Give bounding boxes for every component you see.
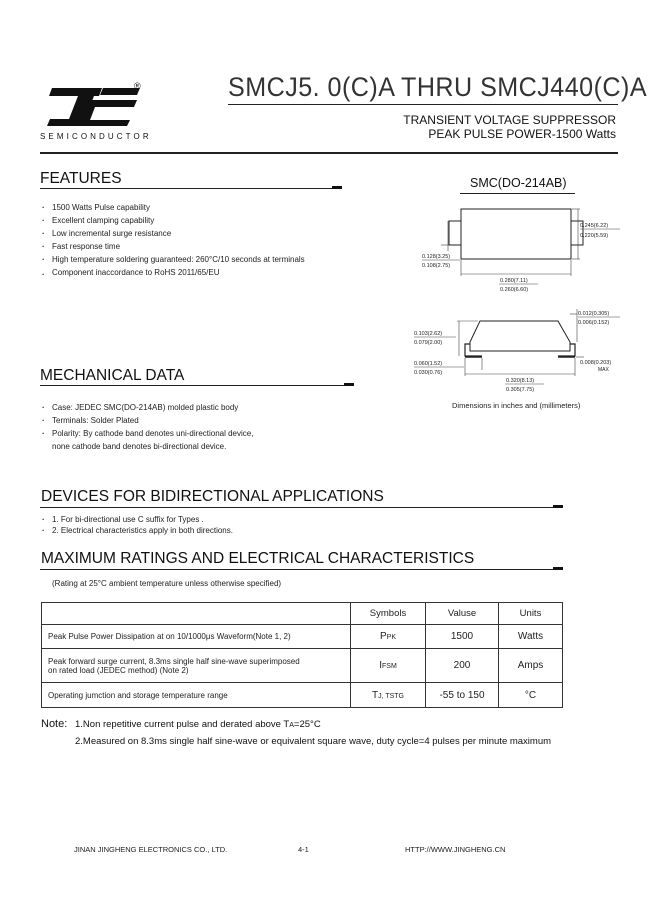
- param-description: [42, 649, 351, 683]
- dim-h-min: 0.079(2.00): [414, 340, 443, 346]
- bidirectional-list: [41, 514, 233, 536]
- table-header-row: [42, 603, 563, 625]
- dim-length-max: 0.280(7.11): [500, 278, 528, 284]
- header-divider: [228, 104, 618, 105]
- features-heading: FEATURES: [40, 170, 122, 187]
- param-value: -55 to 150: [426, 683, 499, 708]
- dim-foot-max: 0.060(1.52): [414, 361, 443, 367]
- package-body: [461, 209, 571, 259]
- list-item: · Excellent clamping capability: [41, 214, 305, 227]
- param-description-text: Peak Pulse Power Dissipation at on 10/1000μs Waveform(Note 1, 2): [48, 632, 291, 641]
- document-title: SMCJ5. 0(C)A THRU SMCJ440(C)A: [228, 72, 648, 102]
- dimensions-note: Dimensions in inches and (millimeters): [452, 401, 581, 410]
- footer-company: JINAN JINGHENG ELECTRONICS CO., LTD.: [74, 845, 228, 854]
- mechanical-list: [41, 401, 253, 453]
- dim-height-min: 0.220(5.59): [580, 233, 609, 239]
- table-row: [42, 683, 563, 708]
- ratings-rule: [40, 569, 562, 570]
- ratings-subtitle: (Rating at 25°C ambient temperature unless otherwise specified): [52, 579, 282, 588]
- registered-mark: ®: [134, 81, 141, 91]
- note-1-subscript: A: [289, 722, 294, 729]
- param-symbol: [351, 649, 426, 683]
- symbol-main: I: [379, 660, 382, 671]
- list-item: · Polarity: By cathode band denotes uni-directional device,: [41, 427, 253, 440]
- dim-lead-min: 0.108(2.75): [422, 263, 451, 269]
- list-item: · Terminals: Solder Plated: [41, 414, 253, 427]
- column-header: Valuse: [426, 603, 499, 625]
- package-title: SMC(DO-214AB): [470, 176, 567, 190]
- note-line-1: [75, 719, 321, 730]
- package-title-rule: [460, 193, 575, 194]
- column-header: Units: [499, 603, 563, 625]
- side-body: [470, 321, 570, 351]
- bidirectional-heading: DEVICES FOR BIDIRECTIONAL APPLICATIONS: [41, 488, 384, 505]
- ratings-heading: MAXIMUM RATINGS AND ELECTRICAL CHARACTERISTICS: [41, 550, 475, 567]
- note-label: Note:: [41, 718, 68, 730]
- subtitle-line2: PEAK PULSE POWER-1500 Watts: [428, 127, 616, 141]
- column-header: Symbols: [351, 603, 426, 625]
- dim-h-max: 0.103(2.62): [414, 331, 443, 337]
- features-rule-tick: [332, 186, 342, 189]
- page-divider: [40, 152, 618, 154]
- param-description: [42, 625, 351, 649]
- brand-tagline: SEMICONDUCTOR: [40, 132, 152, 141]
- list-item: · Fast response time: [41, 240, 305, 253]
- dim-t-max: 0.012(0.305): [578, 311, 610, 317]
- features-rule: [40, 188, 342, 189]
- param-description-text: Operating jumction and storage temperature range: [48, 690, 228, 700]
- bidirectional-rule: [40, 507, 562, 508]
- dim-w-min: 0.305(7.75): [506, 387, 535, 393]
- package-top-view: [412, 196, 622, 296]
- dim-standoff: 0.008(0.203): [580, 360, 612, 366]
- param-value: 1500: [426, 625, 499, 649]
- dim-height-max: 0.245(6.22): [580, 223, 609, 229]
- company-logo: [42, 86, 142, 128]
- symbol-main: P: [379, 631, 387, 642]
- bidirectional-rule-tick: [553, 505, 563, 508]
- mechanical-rule-tick: [344, 383, 354, 386]
- subtitle-line1: TRANSIENT VOLTAGE SUPPRESSOR: [403, 113, 616, 127]
- table-row: [42, 649, 563, 683]
- symbol-main: T: [371, 689, 379, 701]
- dim-t-min: 0.006(0.152): [578, 320, 610, 326]
- list-item: . Component inaccordance to RoHS 2011/65/EU: [41, 266, 305, 279]
- ratings-rule-tick: [553, 567, 563, 570]
- param-value: 200: [426, 649, 499, 683]
- list-item: · 1. For bi-directional use C suffix for Types .: [41, 514, 233, 525]
- param-description-text: on rated load (JEDEC method) (Note 2): [48, 665, 189, 675]
- note-line-2: 2.Measured on 8.3ms single half sine-wave or equivalent square wave, duty cycle=4 pulses per minute maximum: [75, 736, 552, 747]
- list-item: · 2. Electrical characteristics apply in both directions.: [41, 525, 233, 536]
- side-lead-right: [558, 344, 575, 356]
- table-row: [42, 625, 563, 649]
- mechanical-rule: [40, 385, 352, 386]
- param-description-text: Peak forward surge current, 8.3ms single half sine-wave superimposed: [48, 656, 300, 666]
- dim-standoff-note: MAX: [598, 367, 609, 373]
- footer-page-number: 4-1: [298, 845, 309, 854]
- param-symbol: [351, 625, 426, 649]
- ratings-table: [41, 602, 563, 708]
- dim-length-min: 0.260(6.60): [500, 287, 529, 293]
- dim-foot-min: 0.030(0.76): [414, 370, 443, 376]
- footer-url[interactable]: HTTP://WWW.JINGHENG.CN: [405, 845, 506, 854]
- list-item: · Case: JEDEC SMC(DO-214AB) molded plastic body: [41, 401, 253, 414]
- symbol-sub: PK: [386, 634, 396, 641]
- package-side-view: [412, 304, 622, 396]
- lead-left: [449, 221, 461, 245]
- symbol-sub: FSM: [382, 663, 397, 670]
- param-description: [42, 683, 351, 708]
- note-1-text: 1.Non repetitive current pulse and derated above T: [75, 719, 290, 730]
- column-header: [42, 603, 351, 625]
- logo-mark: [42, 86, 142, 128]
- param-symbol: [351, 683, 426, 708]
- param-unit: Watts: [499, 625, 563, 649]
- list-item: · 1500 Watts Pulse capability: [41, 201, 305, 214]
- features-list: [41, 201, 305, 279]
- param-unit: Amps: [499, 649, 563, 683]
- dim-lead-max: 0.128(3.25): [422, 254, 451, 260]
- dim-w-max: 0.320(8.13): [506, 378, 535, 384]
- list-item: · Low incremental surge resistance: [41, 227, 305, 240]
- side-lead-left: [465, 344, 482, 356]
- param-unit: °C: [499, 683, 563, 708]
- note-1-suffix: =25°C: [293, 719, 321, 730]
- list-item: · High temperature soldering guaranteed: 260°C/10 seconds at terminals: [41, 253, 305, 266]
- mechanical-heading: MECHANICAL DATA: [40, 367, 185, 384]
- symbol-sub: J, TSTG: [378, 692, 405, 700]
- list-item: none cathode band denotes bi-directional device.: [52, 442, 227, 451]
